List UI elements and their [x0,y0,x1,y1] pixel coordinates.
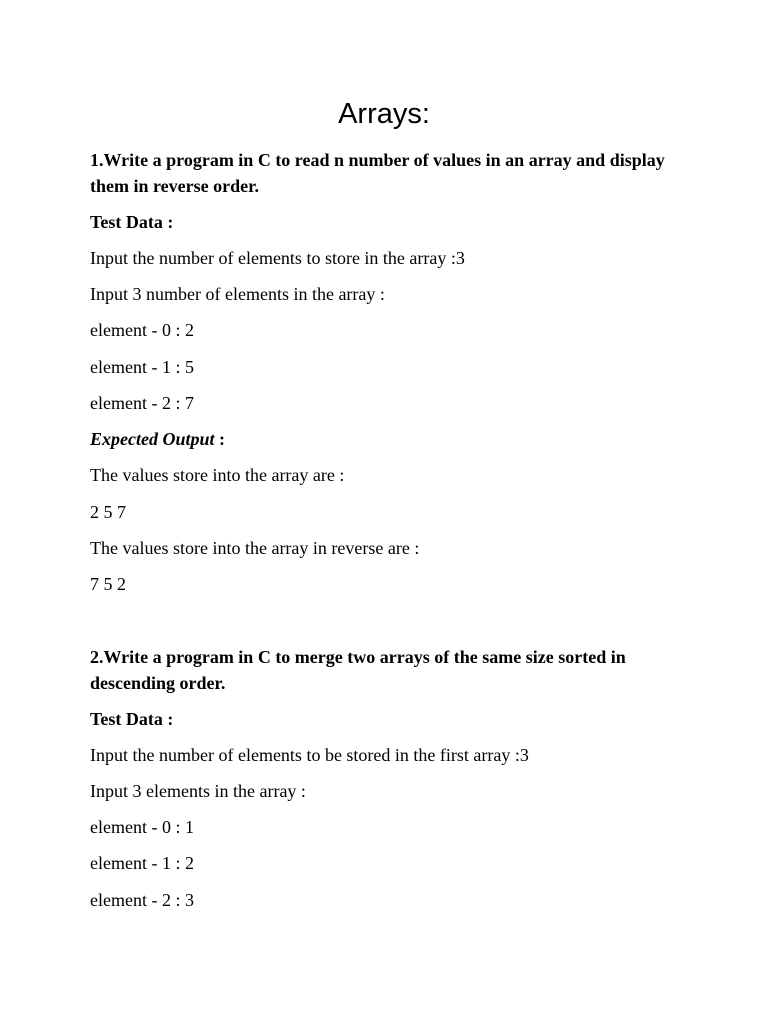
question-1-test-line: element - 1 : 5 [90,357,194,377]
question-1-output-line: 7 5 2 [90,574,126,594]
question-1-number: 1 [90,150,99,170]
question-2-test-line: element - 2 : 3 [90,890,194,910]
question-2-test-line: element - 1 : 2 [90,853,194,873]
question-2-test-line: Input 3 elements in the array : [90,781,306,801]
question-2-test-line: element - 0 : 1 [90,817,194,837]
question-1-text: .Write a program in C to read n number of values in an array and display them in reverse order. [90,150,665,196]
question-1-heading [90,147,670,199]
question-1-test-line: Input the number of elements to store in the array :3 [90,248,465,268]
question-2-test-data-label: Test Data : [90,709,174,729]
question-1-output-line: 2 5 7 [90,502,126,522]
question-1-output-line: The values store into the array are : [90,465,345,485]
expected-output-label: Expected Output [90,429,215,449]
question-1-test-line: element - 2 : 7 [90,393,194,413]
question-1-expected-output-label [90,426,690,452]
question-2-heading: 2.Write a program in C to merge two arrays of the same size sorted in descending order. [90,647,626,693]
question-1-test-line: Input 3 number of elements in the array : [90,284,385,304]
question-1-test-line: element - 0 : 2 [90,320,194,340]
question-2-test-line: Input the number of elements to be stored in the first array :3 [90,745,529,765]
question-1-output-line: The values store into the array in reverse are : [90,538,420,558]
page-title: Arrays: [338,98,430,130]
expected-output-colon: : [214,429,225,449]
question-1-test-data-label: Test Data : [90,212,174,232]
